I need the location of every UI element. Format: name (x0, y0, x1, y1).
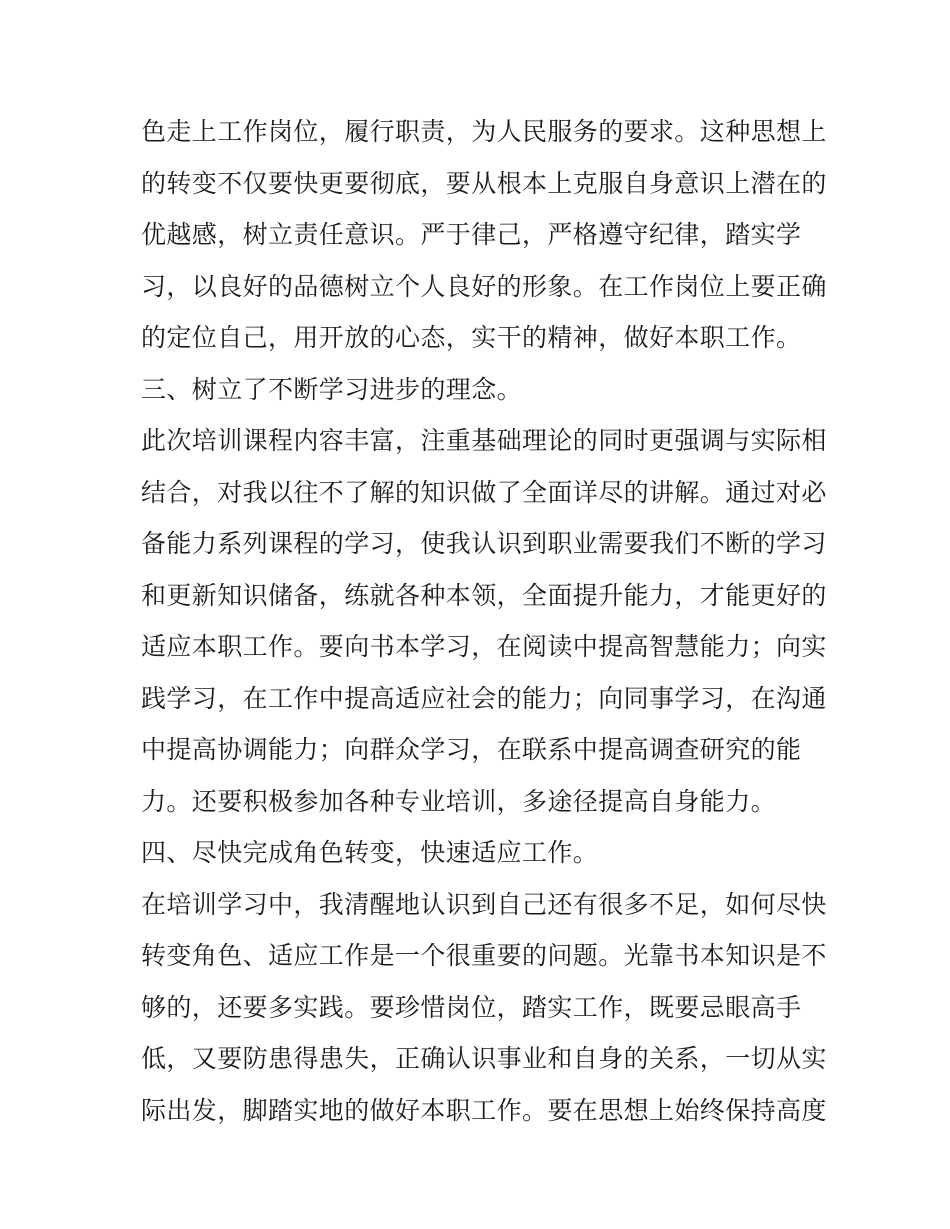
text-line: 适应本职工作。要向书本学习，在阅读中提高智慧能力；向实 (141, 632, 827, 661)
text-line: 的转变不仅要快更要彻底，要从根本上克服自身意识上潜在的 (141, 168, 827, 198)
text-line: 力。还要积极参加各种专业培训，多途径提高自身能力。 (141, 786, 777, 816)
text-line: 优越感，树立责任意识。严于律己，严格遵守纪律，踏实学 (141, 220, 802, 249)
text-line: 转变角色、适应工作是一个很重要的问题。光靠书本知识是不 (141, 941, 827, 970)
text-line: 够的，还要多实践。要珍惜岗位，踏实工作，既要忌眼高手 (141, 992, 802, 1022)
text-line: 结合，对我以往不了解的知识做了全面详尽的讲解。通过对必 (141, 477, 827, 507)
text-line: 习，以良好的品德树立个人良好的形象。在工作岗位上要正确 (141, 271, 827, 301)
document-body (141, 106, 827, 1136)
text-line: 此次培训课程内容丰富，注重基础理论的同时更强调与实际相 (141, 426, 827, 455)
text-line: 中提高协调能力；向群众学习，在联系中提高调查研究的能 (141, 735, 802, 764)
text-line: 际出发，脚踏实地的做好本职工作。要在思想上始终保持高度 (141, 1095, 827, 1125)
text-line: 备能力系列课程的学习，使我认识到职业需要我们不断的学习 (141, 529, 827, 558)
text-line: 的定位自己，用开放的心态，实干的精神，做好本职工作。 (141, 323, 802, 352)
text-line: 在培训学习中，我清醒地认识到自己还有很多不足，如何尽快 (141, 889, 827, 919)
section-heading: 三、树立了不断学习进步的理念。 (141, 374, 523, 404)
section-heading: 四、尽快完成角色转变，快速适应工作。 (141, 838, 599, 867)
text-line: 和更新知识储备，练就各种本领，全面提升能力，才能更好的 (141, 580, 827, 610)
text-line: 低，又要防患得患失，正确认识事业和自身的关系，一切从实 (141, 1044, 827, 1073)
text-line: 色走上工作岗位，履行职责，为人民服务的要求。这种思想上 (141, 117, 827, 146)
text-line: 践学习，在工作中提高适应社会的能力；向同事学习，在沟通 (141, 683, 827, 713)
